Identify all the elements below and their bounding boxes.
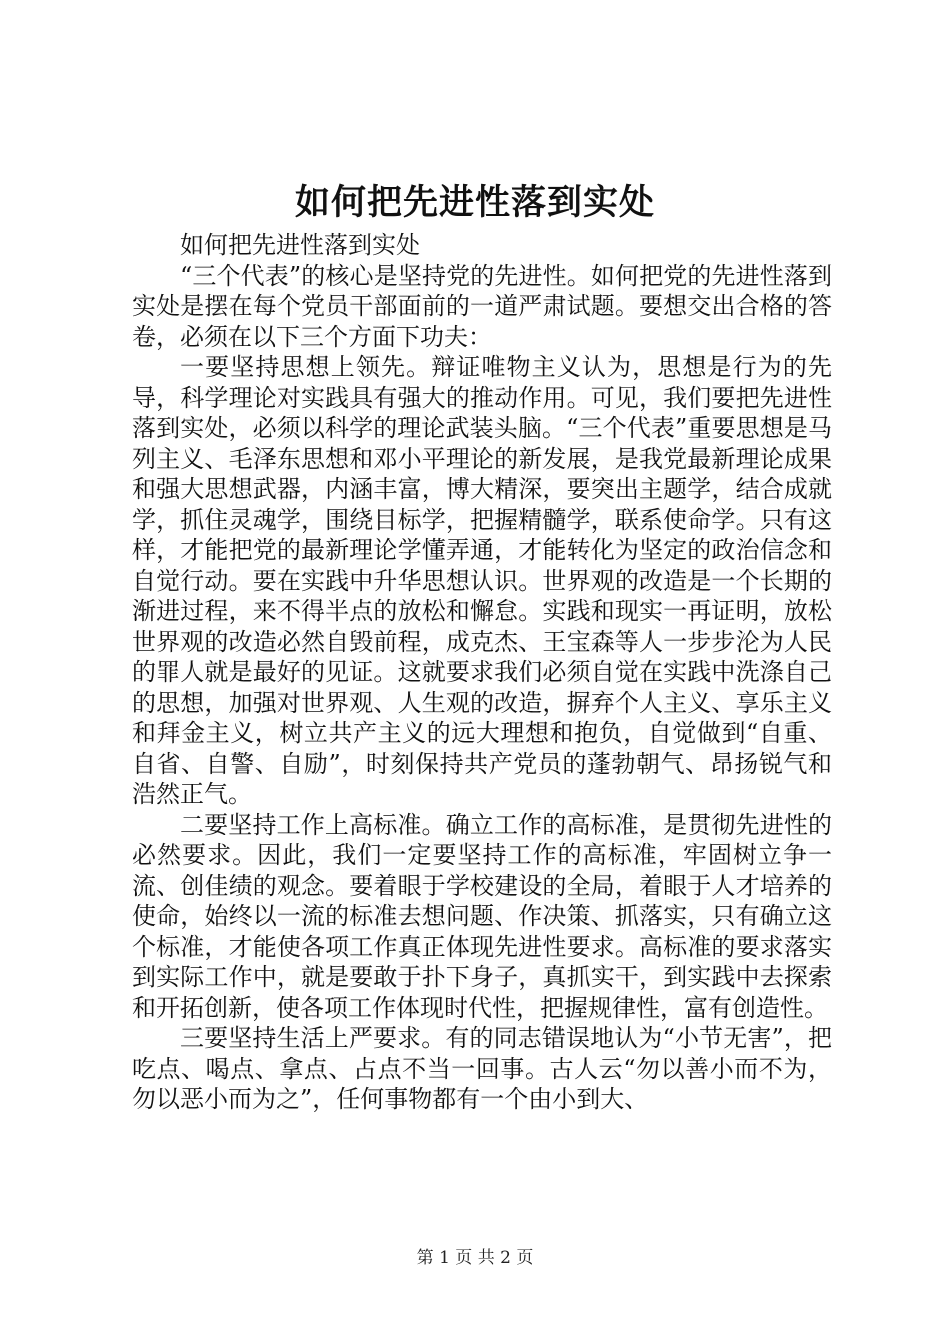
paragraph-point-three: 三要坚持生活上严要求。有的同志错误地认为“小节无害”，把吃点、喝点、拿点、占点不当一回事。古人云“勿以善小而不为，勿以恶小而为之”，任何事物都有一个由小到大、 — [132, 1024, 832, 1113]
page-footer: 第 1 页 共 2 页 — [416, 1248, 534, 1268]
document-title: 如何把先进性落到实处 — [294, 182, 655, 223]
document-body — [132, 230, 832, 1115]
paragraph-intro: “三个代表”的核心是坚持党的先进性。如何把党的先进性落到实处是摆在每个党员干部面前的一道严肃试题。要想交出合格的答卷，必须在以下三个方面下功夫： — [132, 261, 832, 351]
paragraph-point-two: 二要坚持工作上高标准。确立工作的高标准，是贯彻先进性的必然要求。因此，我们一定要坚持工作的高标准，牢固树立争一流、创佳绩的观念。要着眼于学校建设的全局，着眼于人才培养的使命，始终以一流的标准去想问题、作决策、抓落实，只有确立这个标准，才能使各项工作真正体现先进性要求。高标准的要求落实到实际工作中，就是要敢于扑下身子，真抓实干，到实践中去探索和开拓创新，使各项工作体现时代性，把握规律性，富有创造性。 — [132, 810, 832, 1022]
paragraph-subtitle: 如何把先进性落到实处 — [180, 231, 420, 259]
paragraph-point-one: 一要坚持思想上领先。辩证唯物主义认为，思想是行为的先导，科学理论对实践具有强大的推动作用。可见，我们要把先进性落到实处，必须以科学的理论武装头脑。“三个代表”重要思想是马列主义、毛泽东思想和邓小平理论的新发展，是我党最新理论成果和强大思想武器，内涵丰富，博大精深，要突出主题学，结合成就学，抓住灵魂学，围绕目标学，把握精髓学，联系使命学。只有这样，才能把党的最新理论学懂弄通，才能转化为坚定的政治信念和自觉行动。要在实践中升华思想认识。世界观的改造是一个长期的渐进过程，来不得半点的放松和懈怠。实践和现实一再证明，放松世界观的改造必然自毁前程，成克杰、王宝森等人一步步沦为人民的罪人就是最好的见证。这就要求我们必须自觉在实践中洗涤自己的思想，加强对世界观、人生观的改造，摒弃个人主义、享乐主义和拜金主义，树立共产主义的远大理想和抱负，自觉做到“自重、自省、自警、自励”，时刻保持共产党员的蓬勃朝气、昂扬锐气和浩然正气。 — [132, 353, 832, 808]
